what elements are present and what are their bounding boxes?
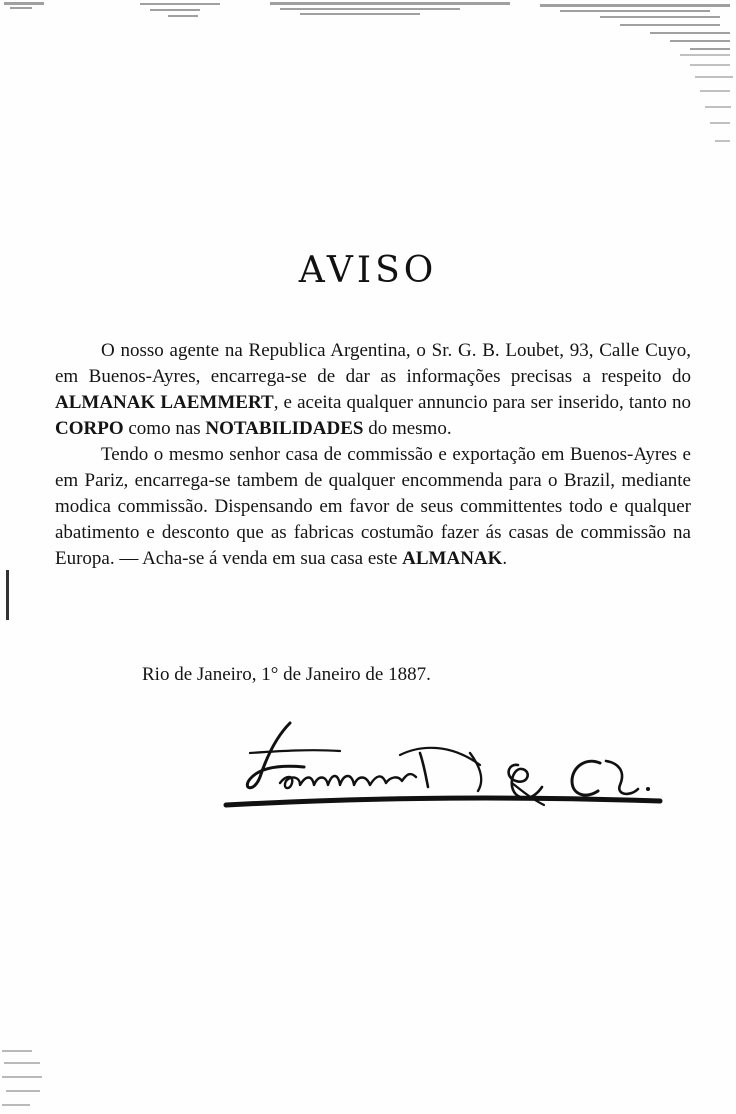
scan-noise-bottom-left (0, 1030, 50, 1114)
notice-body (55, 338, 691, 572)
margin-mark (6, 570, 9, 620)
paragraph-agent-text-4: do mesmo. (363, 418, 452, 439)
almanak-laemmert-text: ALMANAK LAEMMERT (55, 392, 274, 413)
dateline: Rio de Janeiro, 1° de Janeiro de 1887. (142, 664, 431, 685)
paragraph-commission-text-1: Tendo o mesmo senhor casa de commissão e exportação em Buenos-Ayres e em Pariz, encarrega-se tambem de qualquer encommenda para o Brazil, mediante modica commissão. Dispensando em favor de seus committentes todo e qualquer abatimento e desconto que as fabricas costumão fazer ás casas de commissão na Europa. — Acha-se á venda em sua casa este (55, 444, 691, 569)
scan-noise-right (640, 50, 736, 170)
scan-noise-top (0, 0, 736, 60)
notabilidades-text: NOTABILIDADES (205, 418, 364, 439)
paragraph-commission-text-2: . (502, 548, 508, 569)
paragraph-agent-text-1: O nosso agente na Republica Argentina, o Sr. G. B. Loubet, 93, Calle Cuyo, em Buenos-Ayres, encarrega-se de dar as informações precisas a respeito do (55, 340, 691, 387)
paragraph-agent (55, 338, 691, 442)
paragraph-commission (55, 442, 691, 572)
paragraph-agent-text-2: , e aceita qualquer annuncio para ser inserido, tanto no (273, 392, 691, 413)
paragraph-agent-text-3: como nas (123, 418, 206, 439)
page-title: AVISO (298, 250, 438, 291)
corpo-text: CORPO (55, 418, 124, 439)
signature (220, 705, 680, 820)
almanak-text: ALMANAK (402, 548, 503, 569)
